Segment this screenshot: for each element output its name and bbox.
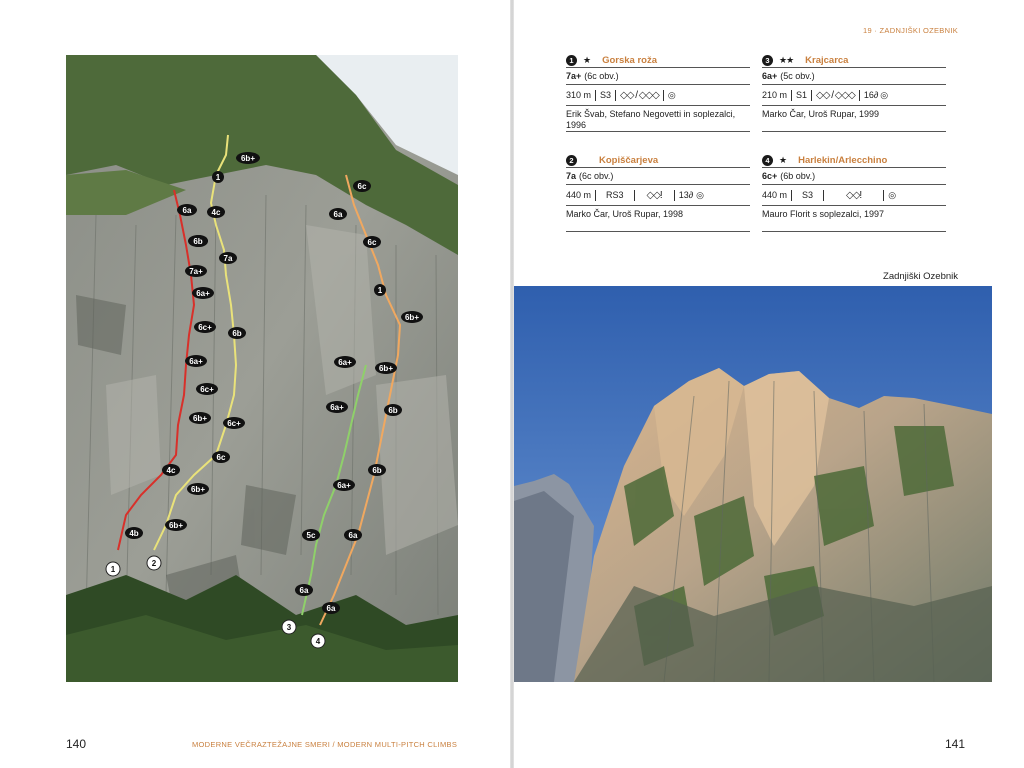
route-length: 440 m bbox=[566, 190, 592, 200]
route-name: Krajcarca bbox=[805, 54, 849, 66]
svg-text:1: 1 bbox=[377, 286, 383, 295]
seriousness: RS3 bbox=[606, 190, 624, 200]
svg-text:6a+: 6a+ bbox=[337, 481, 351, 490]
quickdraw-icon: ∂ bbox=[688, 190, 694, 200]
svg-text:6c: 6c bbox=[357, 182, 367, 191]
svg-text:6a+: 6a+ bbox=[196, 289, 210, 298]
svg-text:5c: 5c bbox=[306, 531, 316, 540]
route-authors: Erik Švab, Stefano Negovetti in soplezalci, 1996 bbox=[566, 106, 750, 132]
anchor-icon: ◎ bbox=[696, 189, 705, 200]
grade: 6a+ bbox=[762, 71, 778, 81]
svg-text:6b+: 6b+ bbox=[240, 154, 256, 163]
left-page bbox=[0, 0, 510, 768]
svg-text:6b+: 6b+ bbox=[378, 364, 394, 373]
svg-text:6c: 6c bbox=[216, 453, 226, 462]
anchor-icon: ◎ bbox=[880, 89, 889, 100]
cliff-topo bbox=[66, 55, 458, 682]
svg-text:6b+: 6b+ bbox=[192, 414, 208, 423]
svg-text:4: 4 bbox=[315, 637, 321, 646]
route-name: Gorska roža bbox=[602, 54, 657, 66]
route-head bbox=[566, 53, 750, 68]
route-length: 440 m bbox=[762, 190, 788, 200]
svg-text:6a: 6a bbox=[326, 604, 336, 613]
route-number-badge: 4 bbox=[762, 155, 773, 166]
bolts-count: 13 bbox=[678, 190, 689, 200]
route-authors: Marko Čar, Uroš Rupar, 1999 bbox=[762, 106, 946, 132]
mountain-photo bbox=[514, 286, 992, 682]
svg-text:6a+: 6a+ bbox=[330, 403, 344, 412]
anchor-icon: ◎ bbox=[888, 189, 897, 200]
svg-text:6a: 6a bbox=[348, 531, 358, 540]
bolts-count: 16 bbox=[863, 90, 874, 100]
star-icon: ★ bbox=[779, 154, 787, 165]
grade: 7a+ bbox=[566, 71, 582, 81]
diamond-rating-icon: ◇◇ / ◇◇◇ bbox=[816, 89, 855, 101]
svg-text:7a+: 7a+ bbox=[189, 267, 203, 276]
svg-text:6c+: 6c+ bbox=[227, 419, 241, 428]
star-icon: ★ bbox=[583, 54, 591, 65]
svg-text:3: 3 bbox=[286, 623, 292, 632]
svg-text:1: 1 bbox=[215, 173, 221, 182]
diamond-rating-icon: ◇◇! bbox=[846, 189, 862, 201]
grade-note: (6c obv.) bbox=[579, 171, 614, 181]
grade-line bbox=[566, 68, 750, 85]
grade-note: (5c obv.) bbox=[780, 71, 815, 81]
route-authors: Marko Čar, Uroš Rupar, 1998 bbox=[566, 206, 750, 232]
photo-caption: Zadnjiški Ozebnik bbox=[883, 271, 958, 282]
svg-text:6a+: 6a+ bbox=[189, 357, 203, 366]
route-length: 210 m bbox=[762, 90, 788, 100]
svg-text:6b: 6b bbox=[388, 406, 398, 415]
svg-text:6b+: 6b+ bbox=[190, 485, 206, 494]
svg-text:2: 2 bbox=[151, 559, 157, 568]
route-number-badge: 2 bbox=[566, 155, 577, 166]
route-head bbox=[762, 53, 946, 68]
grade-line bbox=[762, 68, 946, 85]
right-page bbox=[514, 0, 1024, 768]
svg-text:1: 1 bbox=[110, 565, 116, 574]
svg-text:6b: 6b bbox=[372, 466, 382, 475]
route-stats bbox=[762, 85, 946, 106]
svg-text:6c: 6c bbox=[367, 238, 377, 247]
svg-text:7a: 7a bbox=[223, 254, 233, 263]
grade: 7a bbox=[566, 171, 577, 181]
svg-text:6b: 6b bbox=[232, 329, 242, 338]
seriousness: S3 bbox=[600, 90, 612, 100]
mountain-illustration bbox=[514, 286, 992, 682]
star-icon: ★★ bbox=[779, 54, 794, 65]
page-number-left: 140 bbox=[66, 737, 87, 751]
route-length: 310 m bbox=[566, 90, 592, 100]
seriousness: S1 bbox=[796, 90, 808, 100]
grade: 6c+ bbox=[762, 171, 778, 181]
route-card-3 bbox=[762, 53, 946, 132]
svg-text:6b+: 6b+ bbox=[404, 313, 420, 322]
route-head bbox=[566, 153, 750, 168]
route-stats bbox=[566, 85, 750, 106]
seriousness: S3 bbox=[802, 190, 814, 200]
svg-text:6c+: 6c+ bbox=[198, 323, 212, 332]
topo-photo bbox=[66, 55, 458, 682]
svg-text:6a+: 6a+ bbox=[338, 358, 352, 367]
route-card-1 bbox=[566, 53, 750, 132]
route-head bbox=[762, 153, 946, 168]
route-stats bbox=[762, 185, 946, 206]
anchor-icon: ◎ bbox=[667, 89, 676, 100]
route-card-2 bbox=[566, 153, 750, 232]
grade-line bbox=[566, 168, 750, 185]
grade-line bbox=[762, 168, 946, 185]
chapter-header: 19 · ZADNJIŠKI OZEBNIK bbox=[863, 26, 958, 35]
route-name: Kopiščarjeva bbox=[599, 154, 659, 166]
svg-text:4b: 4b bbox=[129, 529, 139, 538]
footer-title: MODERNE VEČRAZTEŽAJNE SMERI / MODERN MULTI-PITCH CLIMBS bbox=[192, 740, 458, 749]
route-authors: Mauro Florit s soplezalci, 1997 bbox=[762, 206, 946, 232]
svg-text:6a: 6a bbox=[299, 586, 309, 595]
svg-text:4c: 4c bbox=[211, 208, 221, 217]
diamond-rating-icon: ◇◇! bbox=[646, 189, 662, 201]
svg-text:6b: 6b bbox=[193, 237, 203, 246]
svg-text:4c: 4c bbox=[166, 466, 176, 475]
grade-note: (6b obv.) bbox=[780, 171, 816, 181]
svg-text:6a: 6a bbox=[182, 206, 192, 215]
route-card-4 bbox=[762, 153, 946, 232]
svg-text:6a: 6a bbox=[333, 210, 343, 219]
route-number-badge: 3 bbox=[762, 55, 773, 66]
quickdraw-icon: ∂ bbox=[873, 90, 879, 100]
route-number-badge: 1 bbox=[566, 55, 577, 66]
page-number-right: 141 bbox=[945, 737, 966, 751]
route-stats bbox=[566, 185, 750, 206]
route-name: Harlekin/Arlecchino bbox=[798, 154, 888, 166]
svg-text:6b+: 6b+ bbox=[168, 521, 184, 530]
grade-note: (6c obv.) bbox=[584, 71, 619, 81]
diamond-rating-icon: ◇◇ / ◇◇◇ bbox=[620, 89, 659, 101]
svg-text:6c+: 6c+ bbox=[200, 385, 214, 394]
